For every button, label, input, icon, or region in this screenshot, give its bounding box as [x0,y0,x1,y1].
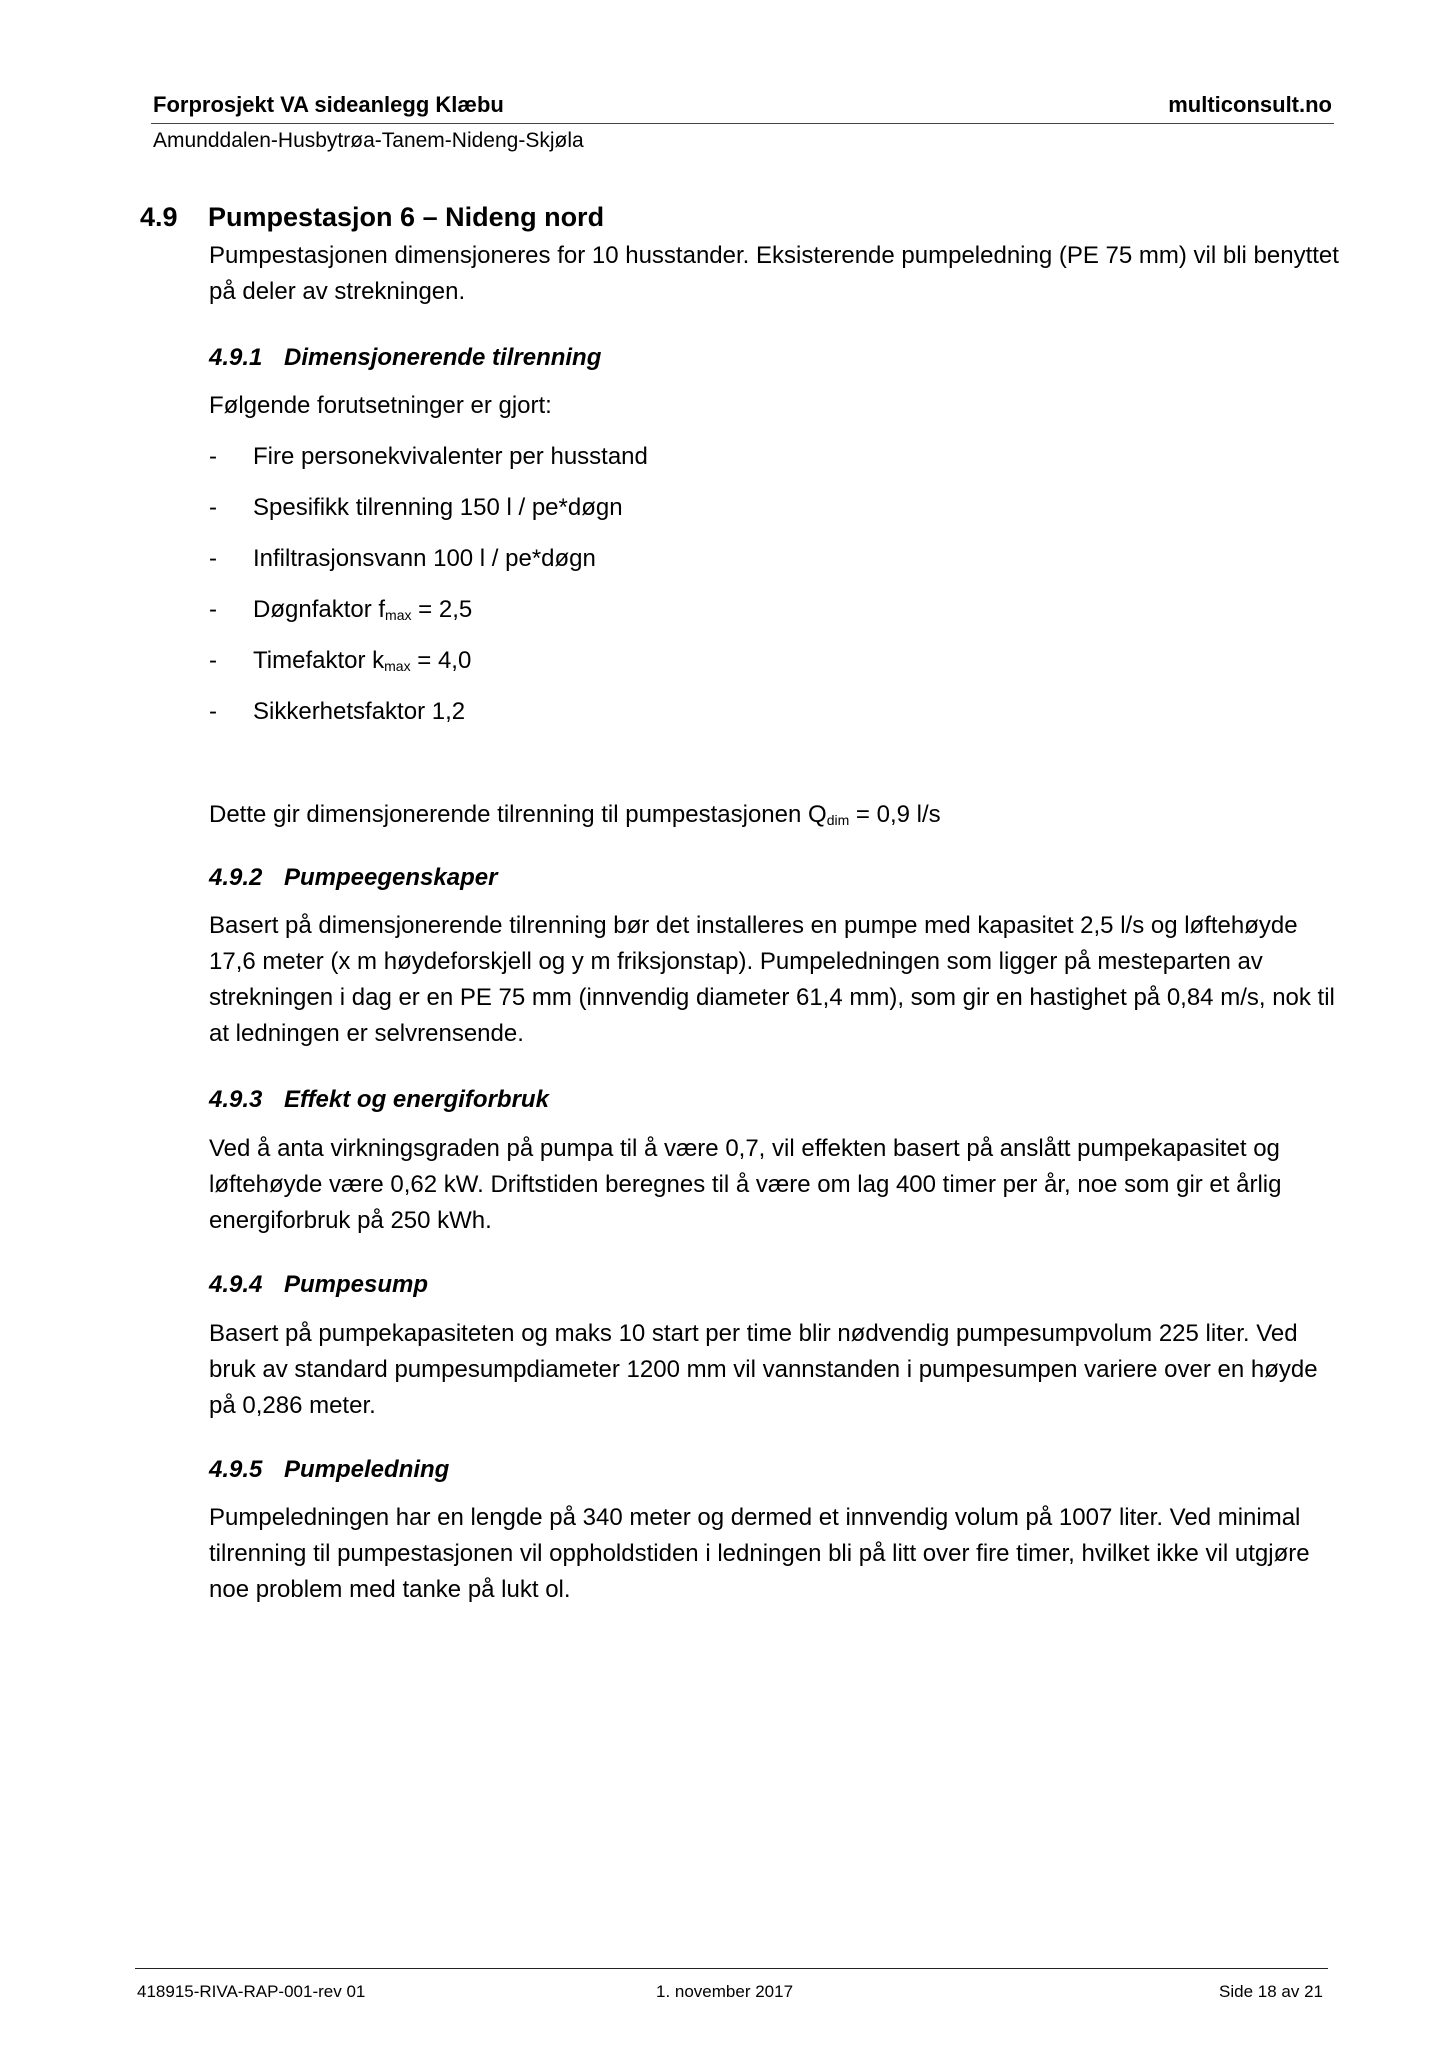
section-title: Pumpestasjon 6 – Nideng nord [208,202,605,232]
pipeline-text: Pumpeledningen har en lengde på 340 meter og dermed et innvendig volum på 1007 liter. Ved minimal tilrenning til pumpestasjonen vil oppholdstiden i ledningen bli på litt over fire timer, hvilket ikke vil utgjøre noe problem med tanke på lukt ol. [209,1504,1310,1603]
design-inflow-result: Dette gir dimensjonerende tilrenning til pumpestasjonen $Q_{dim} = 0,9$ l/s [209,801,941,828]
header-divider [151,123,1334,124]
pump-properties-text: Basert på dimensjonerende tilrenning bør det installeres en pumpe med kapasitet 2,5 l/s og løftehøyde 17,6 meter (x m høydeforskjell og y m friksjonstap). Pumpeledningen som ligger på mesteparten av strekningen i dag er en PE 75 mm (innvendig diameter 61,4 mm), som gir en hastighet på 0,84 m/s, nok til at ledningen er selvrensende. [209,912,1335,1047]
header-website: multiconsult.no [1168,92,1332,117]
subsection-heading-pumpesump: 4.9.4 Pumpesump [209,1271,429,1298]
footer-doc-id: 418915-RIVA-RAP-001-rev 01 [137,1982,366,2001]
footer-page-number: Side 18 av 21 [1219,1982,1323,2001]
subsection-heading-pumpeegenskaper: 4.9.2 Pumpeegenskaper [209,864,498,891]
header-project-title: Forprosjekt VA sideanlegg Klæbu [153,92,504,117]
energy-text: Ved å anta virkningsgraden på pumpa til å være 0,7, vil effekten basert på anslått pumpekapasitet og løftehøyde være 0,62 kW. Driftstiden beregnes til å være om lag 400 timer per år, noe som gir et årlig energiforbruk på 250 kWh. [209,1135,1282,1234]
list-item: - Døgnfaktor $f_{max} = 2,5$ [209,596,473,623]
subsection-heading-pumpeledning: 4.9.5 Pumpeledning [209,1456,450,1483]
section-intro: Pumpestasjonen dimensjoneres for 10 husstander. Eksisterende pumpeledning (PE 75 mm) vil bli benyttet på deler av strekningen. [209,242,1339,305]
sump-text: Basert på pumpekapasiteten og maks 10 start per time blir nødvendig pumpesumpvolum 225 liter. Ved bruk av standard pumpesumpdiameter 1200 mm vil vannstanden i pumpesumpen variere over en høyde på 0,286 meter. [209,1320,1318,1419]
list-item: - Fire personekvivalenter per husstand [209,443,648,470]
list-item: - Sikkerhetsfaktor 1,2 [209,698,466,725]
list-item: - Timefaktor $k_{max} = 4,0$ [209,647,472,674]
subsection-heading-effekt: 4.9.3 Effekt og energiforbruk [209,1086,549,1113]
list-item: - Infiltrasjonsvann 100 l / pe*døgn [209,545,596,572]
subsection-title: Dimensjonerende tilrenning [284,344,602,371]
subsection-number: 4.9.1 [209,344,263,371]
assumptions-lead: Følgende forutsetninger er gjort: [209,392,552,419]
footer-date: 1. november 2017 [656,1982,794,2001]
section-heading [140,202,604,233]
header-subtitle: Amunddalen-Husbytrøa-Tanem-Nideng-Skjøla [153,129,584,152]
subsection-heading-dimensjonerende [209,344,601,372]
footer-divider [135,1968,1328,1969]
list-item: - Spesifikk tilrenning 150 l / pe*døgn [209,494,623,521]
section-number: 4.9 [140,202,178,232]
